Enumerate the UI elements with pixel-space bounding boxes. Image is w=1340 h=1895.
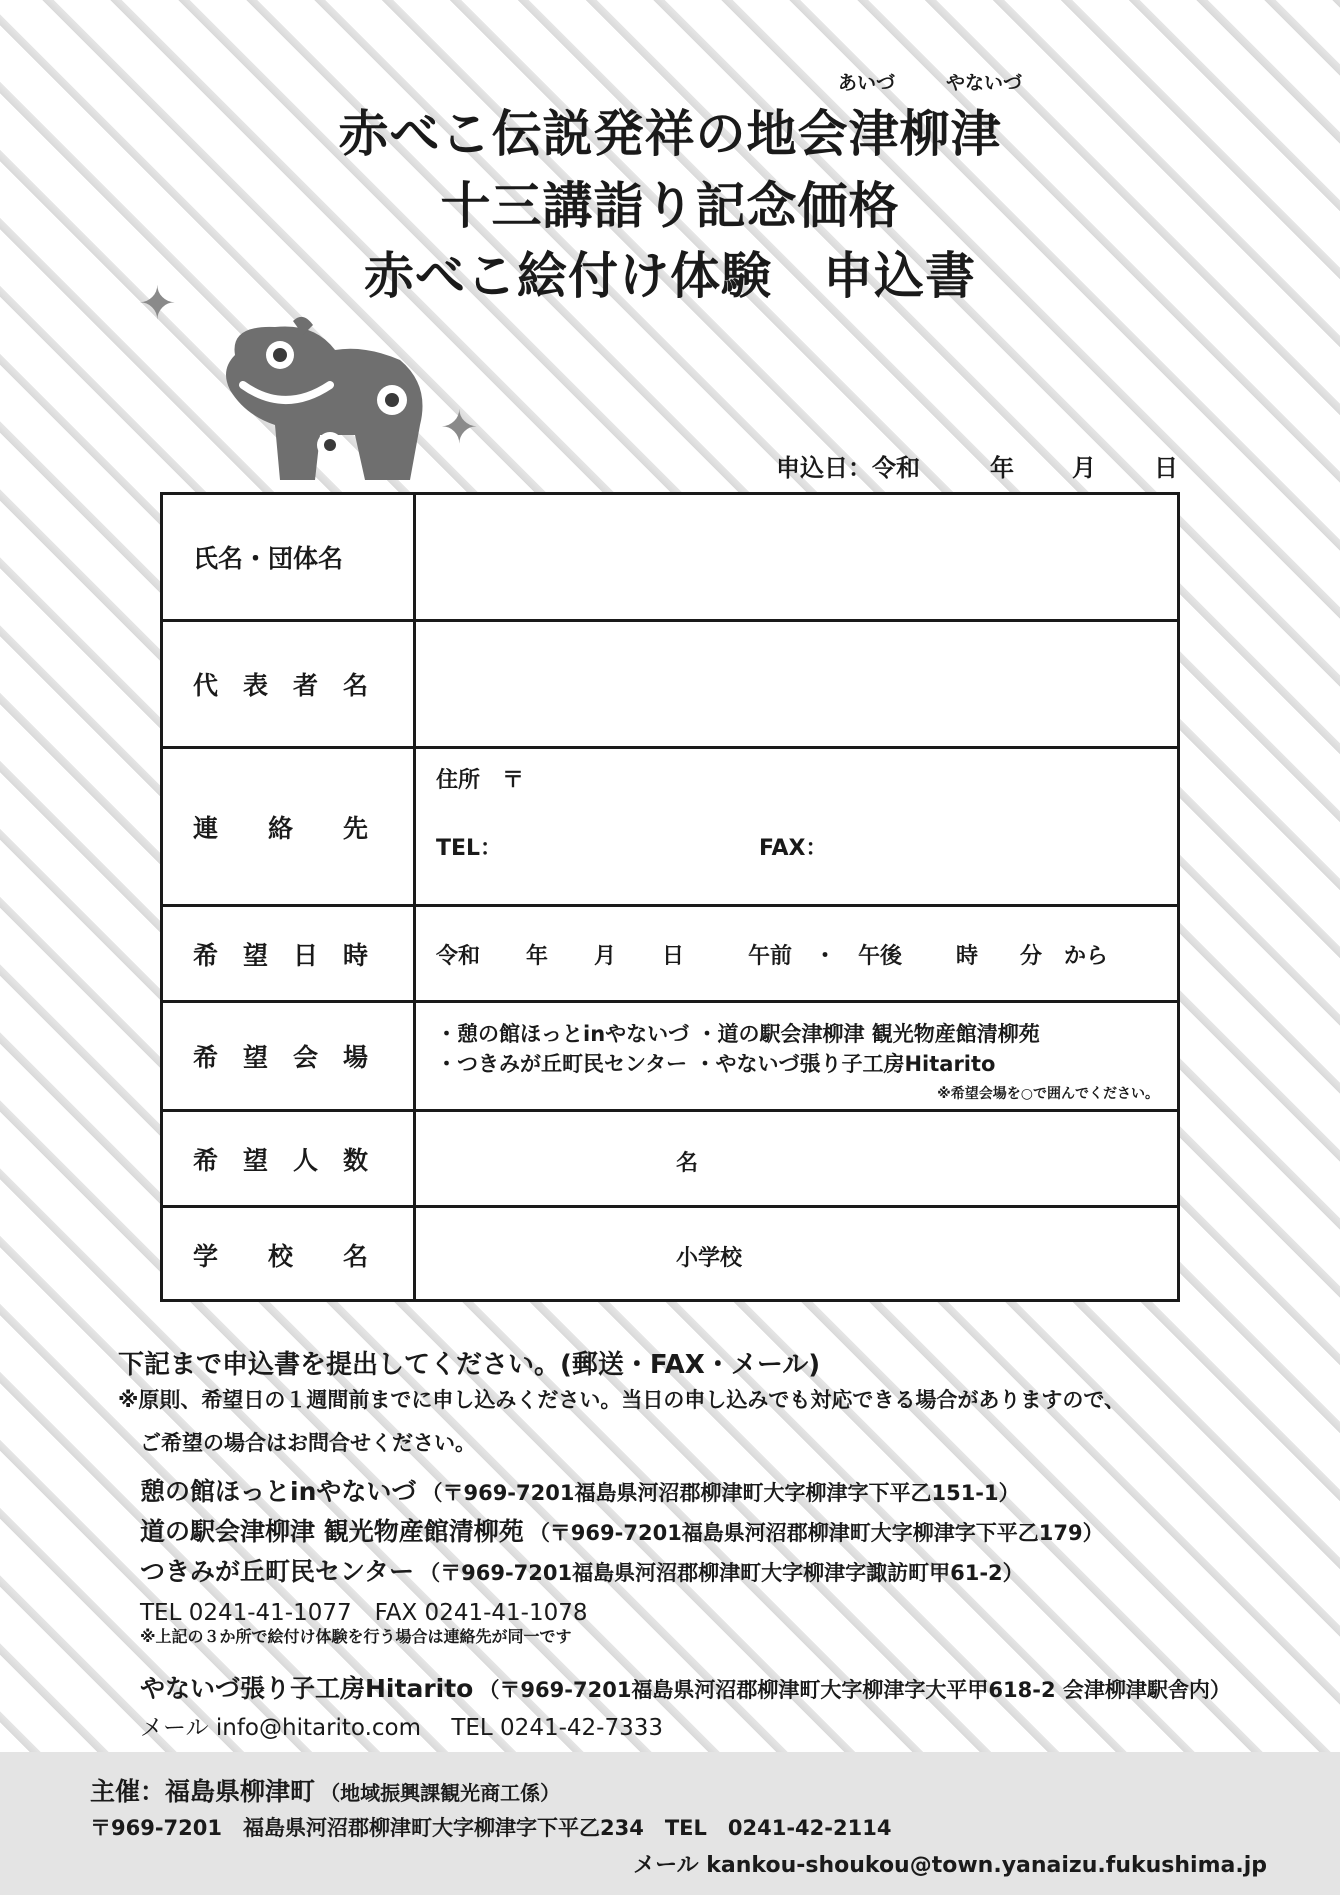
dt-minute: 分 から bbox=[1020, 944, 1109, 969]
venue-field[interactable] bbox=[416, 1003, 1177, 1109]
venue-entry bbox=[140, 1512, 1104, 1548]
dt-ampm: 午前 ・ 午後 bbox=[748, 944, 903, 969]
application-date-year: 年 bbox=[990, 454, 1014, 482]
school-label: 学 校 名 bbox=[163, 1208, 416, 1302]
name-label: 氏名・団体名 bbox=[163, 495, 416, 619]
hitarito-contact: メール info@hitarito.com TEL 0241-42-7333 bbox=[140, 1715, 663, 1741]
submission-heading: 下記まで申込書を提出してください。(郵送・FAX・メール) bbox=[118, 1350, 821, 1380]
shared-tel-fax: TEL 0241-41-1077 FAX 0241-41-1078 bbox=[140, 1600, 588, 1626]
akabeko-icon bbox=[205, 315, 435, 485]
representative-field[interactable] bbox=[416, 622, 1177, 746]
venue-label: 希 望 会 場 bbox=[163, 1003, 416, 1109]
datetime-label: 希 望 日 時 bbox=[163, 907, 416, 1000]
application-date-day: 日 bbox=[1154, 454, 1178, 482]
venue-address: （〒969-7201福島県河沼郡柳津町大字柳津字諏訪町甲61-2） bbox=[419, 1561, 1024, 1585]
school-field[interactable] bbox=[416, 1208, 1177, 1302]
footer-organizer-line bbox=[90, 1772, 560, 1808]
row-name bbox=[163, 495, 1177, 622]
people-label: 希 望 人 数 bbox=[163, 1112, 416, 1205]
sparkle-icon: ✦ bbox=[138, 276, 177, 330]
venue-options-line-1: ・憩の館ほっとinやないづ ・道の駅会津柳津 観光物産館清柳苑 bbox=[436, 1022, 1040, 1046]
title-line-3: 赤べこ絵付け体験 申込書 bbox=[364, 247, 976, 305]
application-date-month: 月 bbox=[1072, 454, 1096, 482]
representative-label: 代 表 者 名 bbox=[163, 622, 416, 746]
contact-label: 連 絡 先 bbox=[163, 749, 416, 904]
contact-field[interactable] bbox=[416, 749, 1177, 904]
name-field[interactable] bbox=[416, 495, 1177, 619]
dt-month: 月 bbox=[594, 944, 617, 969]
people-field[interactable] bbox=[416, 1112, 1177, 1205]
title-line-2: 十三講詣り記念価格 bbox=[440, 177, 900, 235]
hitarito-name: やないづ張り子工房Hitarito bbox=[140, 1674, 474, 1703]
application-form bbox=[160, 492, 1180, 1302]
sparkle-icon: ✦ bbox=[440, 400, 479, 454]
row-representative bbox=[163, 622, 1177, 749]
footer-address: 〒969-7201 福島県河沼郡柳津町大字柳津字下平乙234 TEL 0241-42-2114 bbox=[90, 1816, 892, 1840]
people-unit: 名 bbox=[676, 1151, 699, 1176]
row-datetime bbox=[163, 907, 1177, 1003]
dt-hour: 時 bbox=[956, 944, 979, 969]
dt-reiwa: 令和 bbox=[436, 944, 481, 969]
title-line-1: 赤べこ伝説発祥の地会津柳津 bbox=[338, 105, 1002, 163]
venue-address: （〒969-7201福島県河沼郡柳津町大字柳津字下平乙179） bbox=[528, 1521, 1104, 1545]
datetime-field[interactable] bbox=[416, 907, 1177, 1000]
row-people bbox=[163, 1112, 1177, 1208]
fax-label: FAX： bbox=[759, 836, 828, 861]
row-contact bbox=[163, 749, 1177, 907]
venue-entry bbox=[140, 1472, 1020, 1508]
venue-name: つきみが丘町民センター bbox=[140, 1557, 415, 1586]
submission-note-1: ※原則、希望日の１週間前までに申し込みください。当日の申し込みでも対応できる場合がありますので、 bbox=[118, 1388, 1125, 1412]
row-venue bbox=[163, 1003, 1177, 1112]
furigana-aizu: あいづ bbox=[838, 72, 896, 94]
venue-name: 道の駅会津柳津 観光物産館清柳苑 bbox=[140, 1517, 524, 1546]
dt-year: 年 bbox=[526, 944, 549, 969]
venue-entry bbox=[140, 1552, 1024, 1588]
tel-label: TEL： bbox=[436, 836, 503, 861]
row-school bbox=[163, 1208, 1177, 1302]
venue-address: （〒969-7201福島県河沼郡柳津町大字柳津字下平乙151-1） bbox=[421, 1481, 1020, 1505]
hitarito-address: （〒969-7201福島県河沼郡柳津町大字柳津字大平甲618-2 会津柳津駅舎内） bbox=[478, 1678, 1231, 1702]
submission-note-2: ご希望の場合はお問合せください。 bbox=[140, 1431, 476, 1455]
application-date-label: 申込日：令和 bbox=[776, 454, 920, 482]
organizer-department: （地域振興課観光商工係） bbox=[320, 1781, 561, 1805]
organizer: 主催：福島県柳津町 bbox=[90, 1777, 316, 1806]
school-unit: 小学校 bbox=[676, 1246, 743, 1271]
footer-email: メール kankou-shoukou@town.yanaizu.fukushima.jp bbox=[633, 1853, 1267, 1878]
address-label: 住所 〒 bbox=[436, 768, 525, 793]
furigana-yanaizu: やないづ bbox=[946, 72, 1023, 94]
venue-note: ※希望会場を○で囲んでください。 bbox=[937, 1086, 1159, 1102]
dt-day: 日 bbox=[662, 944, 685, 969]
venue-options-line-2: ・つきみが丘町民センター ・やないづ張り子工房Hitarito bbox=[436, 1052, 996, 1076]
venue-name: 憩の館ほっとinやないづ bbox=[140, 1477, 417, 1506]
shared-contact-note: ※上記の３か所で絵付け体験を行う場合は連絡先が同一です bbox=[140, 1627, 572, 1646]
footer bbox=[0, 1752, 1340, 1895]
hitarito-entry bbox=[140, 1669, 1231, 1705]
